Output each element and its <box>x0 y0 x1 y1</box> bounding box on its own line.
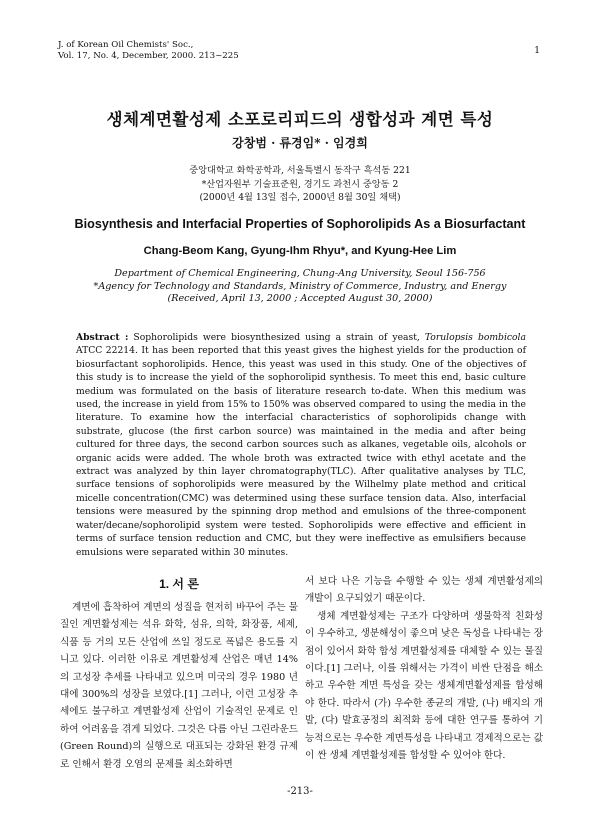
left-column <box>60 573 298 773</box>
affiliation-ko-line: 중앙대학교 화학공학과, 서울특별시 동작구 흑석동 221 <box>189 165 411 176</box>
page-number: -213- <box>287 786 313 797</box>
authors-korean: 강창범 · 류경임* · 임경희 <box>232 136 368 150</box>
body-paragraph: 생체 계면활성제는 구조가 다양하며 생물학적 친화성이 우수하고, 생분해성이 좋으며 낮은 독성을 나타내는 장점이 있어서 화학 합성 계면활성제를 대체할 수 있는 물질이다.[1] 그러나, 이를 위해서는 가격이 비싼 단점을 해소하고 우수한 계면 특성을 갖는 생체계면활성제를 합성해야 한다. 따라서 (가) 우수한 종균의 개발, (나) 배지의 개발, (다) 발효공정의 최적화 등에 대한 연구를 통하여 기능적으로는 우수한 계면특성을 나타내고 경제적으로는 값이 싼 생체 계면활성제를 합성할 수 있어야 한다. <box>305 610 543 762</box>
affiliation-korean <box>0 164 600 205</box>
journal-header <box>58 40 239 62</box>
received-date-ko: (2000년 4월 13일 접수, 2000년 8월 30일 채택) <box>199 192 401 203</box>
journal-name: J. of Korean Oil Chemists' Soc., <box>58 40 194 50</box>
abstract-text: ATCC 22214. It has been reported that this yeast gives the highest yields for the production of biosurfactant sophorolipids. Hence, this yeast was used in this study. One of the objectives of this study is to increase the yield of the sophorolipid synthesis. To meet this end, basic culture medium was formulated on the basis of literature research to-date. When this medium was used, the increase in yield from 15% to 150% was observed compared to using the media in the literature. To examine how the interfacial characteristics of sophorolipids change with substrate, glucose (the first carbon source) was maintained in the media and after being cultured for three days, the second carbon sources such as alkanes, vegetable oils, alcohols or organic acids were added. The whole broth was extracted twice with ethyl acetate and the extract was analyzed by thin layer chromatography(TLC). After qualitative analyses by TLC, surface tensions of sophorolipids were measured by the Wilhelmy plate method and critical micelle concentration(CMC) was determined using these surface tension data. Also, interfacial tensions were measured by the spinning drop method and emulsions of the three-component water/decane/sophorolipid system were tested. Sophorolipids were effective and efficient in terms of surface tension reduction and CMC, but they were ineffective as emulsifiers because emulsions were separated within 30 minutes. <box>76 345 526 558</box>
abstract-text: Sophorolipids were biosynthesized using a strain of yeast, <box>128 332 425 343</box>
received-date-en: (Received, April 13, 2000 ; Accepted August 30, 2000) <box>167 293 433 304</box>
page-marker: 1 <box>534 46 540 56</box>
title-korean: 생체계면활성제 소포로리피드의 생합성과 계면 특성 <box>106 110 494 129</box>
affiliation-en-line: Department of Chemical Engineering, Chung-Ang University, Seoul 156-756 <box>114 268 486 279</box>
species-name: Torulopsis bombicola <box>424 332 526 343</box>
journal-volume: Vol. 17, No. 4, December, 2000. 213~225 <box>58 51 239 61</box>
title-english: Biosynthesis and Interfacial Properties of Sophorolipids As a Biosurfactant <box>74 217 526 231</box>
body-paragraph: 서 보다 나은 기능을 수행할 수 있는 생체 계면활성제의 개발이 요구되었기 때문이다. <box>305 576 543 605</box>
affiliation-english <box>0 268 600 306</box>
abstract-label: Abstract : <box>76 332 129 343</box>
right-column <box>305 573 543 764</box>
abstract <box>76 331 526 559</box>
section-heading: 1. 서 론 <box>159 577 199 591</box>
affiliation-ko-line: *산업자원부 기술표준원, 경기도 과천시 중앙동 2 <box>201 178 399 190</box>
authors-english: Chang-Beom Kang, Gyung-Ihm Rhyu*, and Kyung-Hee Lim <box>143 245 457 257</box>
affiliation-en-line: *Agency for Technology and Standards, Ministry of Commerce, Industry, and Energy <box>93 280 507 292</box>
body-paragraph: 계면에 흡착하여 계면의 성질을 현저히 바꾸어 주는 물질인 계면활성제는 석유 화학, 섬유, 의학, 화장품, 세제, 식품 등 거의 모든 산업에 쓰일 정도로 폭넓은 용도를 지니고 있다. 이러한 이유로 계면활성제 산업은 매년 14%의 고성장 추세를 나타내고 있으며 미국의 경우 1980 년대에 300%의 성장을 보였다.[1] 그러나, 이런 고성장 추세에도 불구하고 계면활성제 산업이 기술적인 문제로 인하여 어려움을 겪게 되었다. 그것은 다름 아닌 그린라운드(Green Round)의 실행으로 대표되는 강화된 환경 규제로 인해서 환경 오염의 문제를 최소화하면 <box>60 602 298 770</box>
